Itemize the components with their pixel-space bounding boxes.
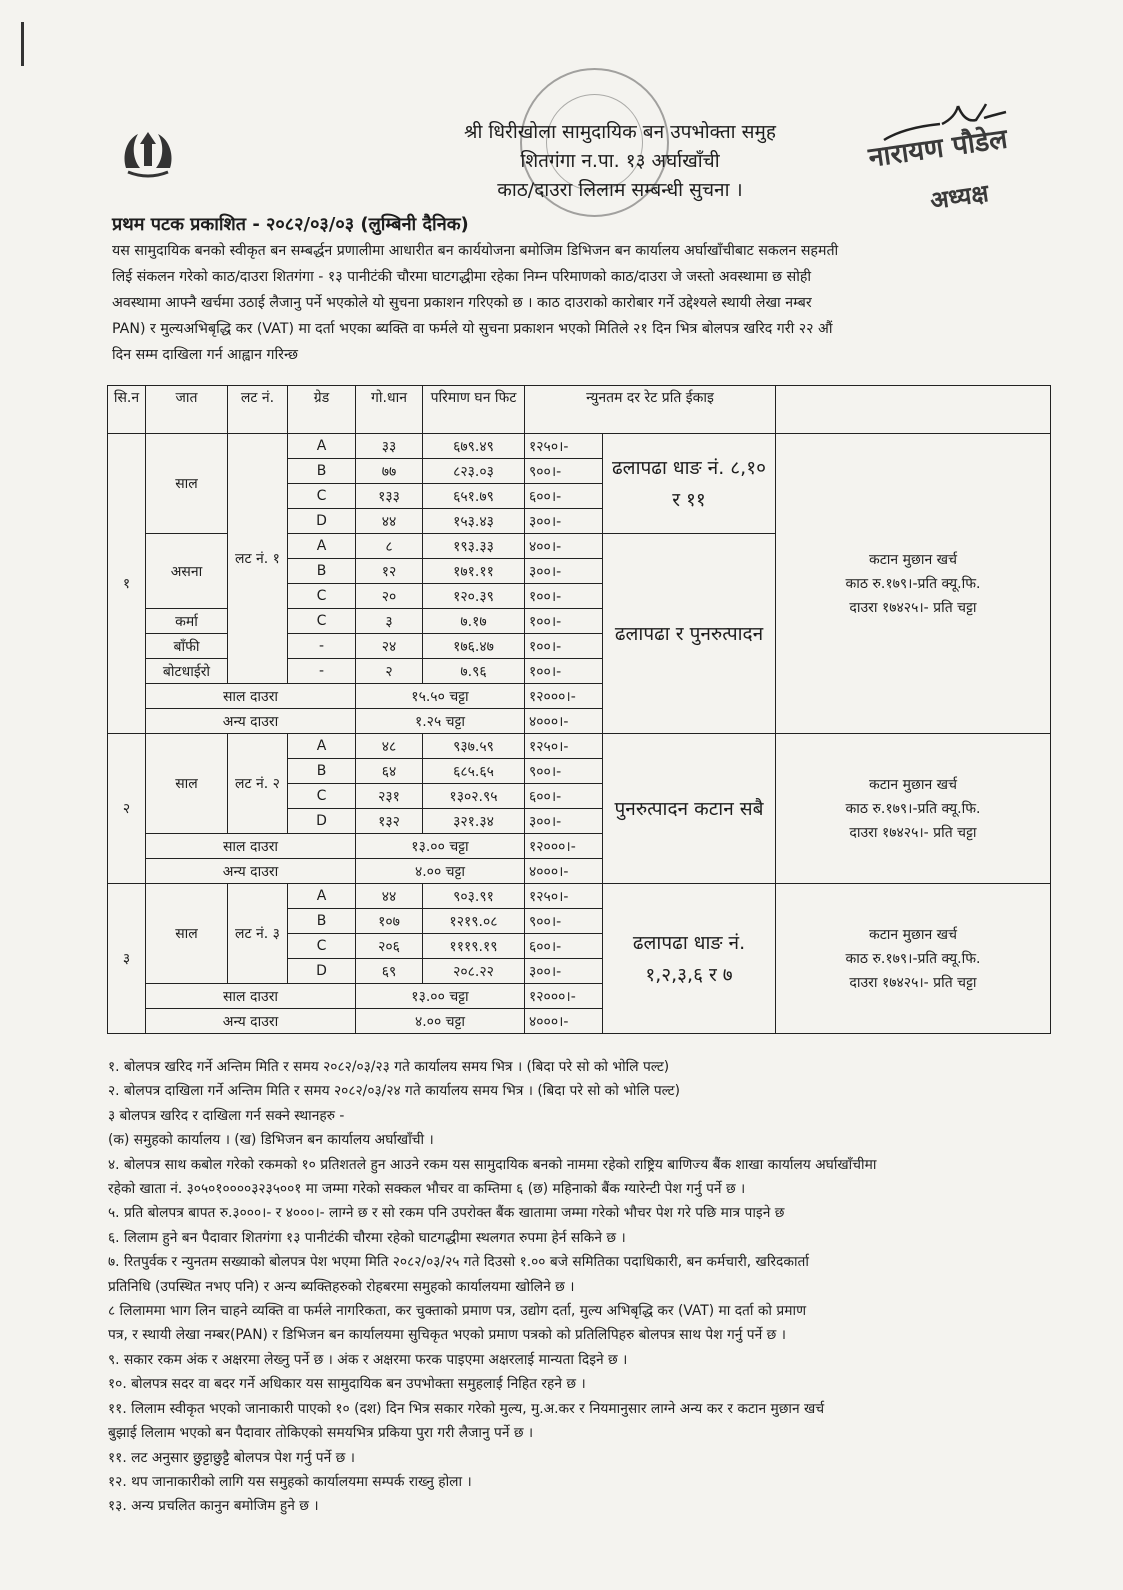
header-logs: गो.धान: [356, 386, 423, 434]
lot-cell: लट नं. २: [228, 734, 288, 834]
rate-cell: ९००।-: [525, 909, 603, 934]
firewood-label: अन्य दाउरा: [146, 709, 356, 734]
rate-cell: ३००।-: [525, 509, 603, 534]
intro-line: लिई संकलन गरेको काठ/दाउरा शितगंगा - १३ पानीटंकी चौरमा घाटगद्धीमा रहेका निम्न परिमाणको काठ/दाउरा जे जस्तो अवस्थामा छ सोही: [112, 269, 812, 285]
firewood-label: साल दाउरा: [146, 684, 356, 709]
sn-cell: २: [108, 734, 146, 884]
volume-cell: ६८५.६५: [423, 759, 525, 784]
volume-cell: ६५१.७९: [423, 484, 525, 509]
firewood-qty: ४.०० चट्टा: [356, 859, 525, 884]
list-item: (क) समुहको कार्यालय । (ख) डिभिजन बन कार्यालय अर्घाखाँची ।: [108, 1132, 434, 1149]
firewood-qty: १.२५ चट्टा: [356, 709, 525, 734]
species-cell: कर्मा: [146, 609, 228, 634]
volume-cell: १९३.३३: [423, 534, 525, 559]
location-cell: पुनरुत्पादन कटान सबै: [603, 734, 776, 884]
logs-cell: २४: [356, 634, 423, 659]
auction-table: [107, 385, 1051, 1034]
lot-cell: लट नं. १: [228, 434, 288, 684]
intro-line: PAN) र मुल्यअभिबृद्धि कर (VAT) मा दर्ता भएका ब्यक्ति वा फर्मले यो सुचना प्रकाशन भएको मितिले २१ दिन भित्र बोलपत्र खरिद गरी २२ औं: [112, 321, 833, 337]
notice-header: [360, 118, 880, 205]
cutting-cost-wood: काठ रु.१७९।-प्रति क्यू.फि.: [845, 800, 981, 817]
logs-cell: ६९: [356, 959, 423, 984]
location-cell: ढलापढा धाङ नं. ८,१० र ११: [603, 434, 776, 534]
logs-cell: ८: [356, 534, 423, 559]
rate-cell: १००।-: [525, 584, 603, 609]
volume-cell: १७१.११: [423, 559, 525, 584]
header-grade: ग्रेड: [288, 386, 356, 434]
grade-cell: B: [288, 459, 356, 484]
list-item: पत्र, र स्थायी लेखा नम्बर(PAN) र डिभिजन बन कार्यालयमा सुचिकृत भएको प्रमाण पत्रको को प्रतिलिपिहरु बोलपत्र साथ पेश गर्नु पर्ने छ ।: [108, 1327, 786, 1344]
firewood-label: अन्य दाउरा: [146, 1009, 356, 1034]
volume-cell: १११९.१९: [423, 934, 525, 959]
grade-cell: A: [288, 734, 356, 759]
rate-cell: १२५०।-: [525, 734, 603, 759]
list-item: ८ लिलाममा भाग लिन चाहने व्यक्ति वा फर्मले नागरिकता, कर चुक्ताको प्रमाण पत्र, उद्योग दर्ता, मुल्य अभिबृद्धि कर (VAT) मा दर्ता को प्रमाण: [108, 1303, 807, 1320]
list-item: १. बोलपत्र खरिद गर्ने अन्तिम मिति र समय २०८२/०३/२३ गते कार्यालय समय भित्र । (बिदा परे सो को भोलि पल्ट): [108, 1059, 670, 1075]
intro-line: दिन सम्म दाखिला गर्न आह्वान गरिन्छ: [112, 347, 298, 363]
logs-cell: ६४: [356, 759, 423, 784]
cutting-cost-cell: [776, 434, 1051, 734]
header-remarks: [776, 386, 1051, 434]
cutting-cost-firewood: दाउरा १७४२५।- प्रति चट्टा: [849, 824, 977, 841]
grade-cell: A: [288, 884, 356, 909]
firewood-qty: १३.०० चट्टा: [356, 834, 525, 859]
rate-cell: ६००।-: [525, 934, 603, 959]
logs-cell: ४४: [356, 884, 423, 909]
chairperson-stamp-title: अध्यक्ष: [928, 178, 991, 215]
rate-cell: ९००।-: [525, 759, 603, 784]
header-rate: न्युनतम दर रेट प्रति ईकाइ: [525, 386, 776, 434]
table-row: [108, 734, 1051, 759]
rate-cell: १२५०।-: [525, 884, 603, 909]
publication-line: प्रथम पटक प्रकाशित - २०८२/०३/०३ (लुम्बिनी दैनिक): [112, 214, 469, 235]
firewood-rate: ४०००।-: [525, 1009, 603, 1034]
list-item: ५. प्रति बोलपत्र बापत रु.३०००।- र ४०००।- लाग्ने छ र सो रकम पनि उपरोक्त बैंक खातामा जम्मा गरेको भौचर पेश गरे पछि मात्र पाइने छ: [108, 1205, 785, 1222]
rate-cell: १२५०।-: [525, 434, 603, 459]
list-item: ३ बोलपत्र खरिद र दाखिला गर्न सक्ने स्थानहरु -: [108, 1107, 345, 1124]
table-row: [108, 884, 1051, 909]
intro-paragraph: [112, 238, 1042, 368]
cutting-cost-firewood: दाउरा १७४२५।- प्रति चट्टा: [849, 599, 977, 616]
grade-cell: -: [288, 634, 356, 659]
logs-cell: २: [356, 659, 423, 684]
rate-cell: ४००।-: [525, 534, 603, 559]
intro-line: यस सामुदायिक बनको स्वीकृत बन सम्बर्द्धन प्रणालीमा आधारीत बन कार्ययोजना बमोजिम डिभिजन बन कार्यालय अर्घाखाँचीबाट सकलन सहमती: [112, 243, 839, 259]
cutting-cost-title: कटान मुछान खर्च: [868, 776, 958, 793]
logs-cell: १२: [356, 559, 423, 584]
list-item: रहेको खाता नं. ३०५०१००००३२३५००१ मा जम्मा गरेको सक्कल भौचर वा कम्तिमा ६ (छ) महिनाको बैंक ग्यारेन्टी पेश गर्नु पर्ने छ ।: [108, 1181, 746, 1198]
grade-cell: -: [288, 659, 356, 684]
species-cell: साल: [146, 434, 228, 534]
grade-cell: C: [288, 484, 356, 509]
sn-cell: १: [108, 434, 146, 734]
cutting-cost-title: कटान मुछान खर्च: [868, 926, 958, 943]
group-name: श्री धिरीखोला सामुदायिक बन उपभोक्ता समुह: [464, 121, 776, 143]
rate-cell: ३००।-: [525, 559, 603, 584]
logs-cell: ७७: [356, 459, 423, 484]
rate-cell: १००।-: [525, 609, 603, 634]
volume-cell: ७.९६: [423, 659, 525, 684]
terms-list: [108, 1055, 1048, 1519]
species-cell: साल: [146, 734, 228, 834]
list-item: प्रतिनिधि (उपस्थित नभए पनि) र अन्य ब्यक्तिहरुको रोहबरमा समुहको कार्यालयमा खोलिने छ ।: [108, 1278, 575, 1295]
margin-mark: [21, 22, 24, 66]
group-address: शितगंगा न.पा. १३ अर्घाखाँची: [520, 150, 720, 172]
volume-cell: ७.१७: [423, 609, 525, 634]
list-item: ६. लिलाम हुने बन पैदावार शितगंगा १३ पानीटंकी चौरमा रहेको घाटगद्धीमा स्थलगत रुपमा हेर्न सकिने छ ।: [108, 1229, 626, 1246]
volume-cell: १३०२.९५: [423, 784, 525, 809]
firewood-label: अन्य दाउरा: [146, 859, 356, 884]
firewood-rate: १२०००।-: [525, 834, 603, 859]
firewood-rate: १२०००।-: [525, 684, 603, 709]
volume-cell: ६७९.४९: [423, 434, 525, 459]
grade-cell: A: [288, 434, 356, 459]
volume-cell: १५३.४३: [423, 509, 525, 534]
firewood-label: साल दाउरा: [146, 834, 356, 859]
logs-cell: १०७: [356, 909, 423, 934]
cutting-cost-wood: काठ रु.१७९।-प्रति क्यू.फि.: [845, 575, 981, 592]
firewood-label: साल दाउरा: [146, 984, 356, 1009]
volume-cell: १७६.४७: [423, 634, 525, 659]
location-cell: ढलापढा र पुनरुत्पादन: [603, 534, 776, 734]
logs-cell: ३३: [356, 434, 423, 459]
table-header-row: [108, 386, 1051, 434]
volume-cell: १२१९.०८: [423, 909, 525, 934]
species-cell: असना: [146, 534, 228, 609]
rate-cell: १००।-: [525, 659, 603, 684]
list-item: ९. सकार रकम अंक र अक्षरमा लेख्नु पर्ने छ । अंक र अक्षरमा फरक पाइएमा अक्षरलाई मान्यता दिइने छ ।: [108, 1351, 628, 1368]
header-volume: परिमाण घन फिट: [423, 386, 525, 434]
firewood-qty: १३.०० चट्टा: [356, 984, 525, 1009]
location-cell: ढलापढा धाङ नं. १,२,३,६ र ७: [603, 884, 776, 1034]
sn-cell: ३: [108, 884, 146, 1034]
table-row: [108, 434, 1051, 459]
cutting-cost-cell: [776, 734, 1051, 884]
rate-cell: १००।-: [525, 634, 603, 659]
logs-cell: १३२: [356, 809, 423, 834]
cutting-cost-title: कटान मुछान खर्च: [868, 551, 958, 568]
logs-cell: ४८: [356, 734, 423, 759]
volume-cell: १२०.३९: [423, 584, 525, 609]
logs-cell: २०६: [356, 934, 423, 959]
grade-cell: C: [288, 584, 356, 609]
list-item: ११. लिलाम स्वीकृत भएको जानाकारी पाएको १० (दश) दिन भित्र सकार गरेको मुल्य, मु.अ.कर र नियमानुसार लाग्ने अन्य कर र कटान मुछान खर्च: [108, 1400, 825, 1417]
list-item: १३. अन्य प्रचलित कानुन बमोजिम हुने छ ।: [108, 1498, 319, 1515]
species-cell: बोटधाईरो: [146, 659, 228, 684]
header-species: जात: [146, 386, 228, 434]
firewood-rate: ४०००।-: [525, 709, 603, 734]
grade-cell: B: [288, 909, 356, 934]
list-item: १२. थप जानाकारीको लागि यस समुहको कार्यालयमा सम्पर्क राख्नु होला ।: [108, 1473, 472, 1490]
chairperson-stamp-name: नारायण पौडेल: [866, 123, 1010, 174]
list-item: २. बोलपत्र दाखिला गर्ने अन्तिम मिति र समय २०८२/०३/२४ गते कार्यालय समय भित्र । (बिदा परे सो को भोलि पल्ट): [108, 1083, 681, 1100]
grade-cell: C: [288, 784, 356, 809]
list-item: १०. बोलपत्र सदर वा बदर गर्ने अधिकार यस सामुदायिक बन उपभोक्ता समुहलाई निहित रहने छ ।: [108, 1376, 586, 1393]
community-forest-logo-icon: [118, 128, 178, 180]
logs-cell: ४४: [356, 509, 423, 534]
grade-cell: A: [288, 534, 356, 559]
list-item: ७. रितपुर्वक र न्युनतम सख्याको बोलपत्र पेश भएमा मिति २०८२/०३/२५ गते दिउसो १.०० बजे समितिका पदाधिकारी, बन कर्मचारी, खरिदकार्ता: [108, 1254, 809, 1271]
rate-cell: ३००।-: [525, 959, 603, 984]
volume-cell: २०८.२२: [423, 959, 525, 984]
volume-cell: ३२१.३४: [423, 809, 525, 834]
cutting-cost-firewood: दाउरा १७४२५।- प्रति चट्टा: [849, 974, 977, 991]
list-item: बुझाई लिलाम भएको बन पैदावार तोकिएको समयभित्र प्रकिया पुरा गरी लैजानु पर्ने छ ।: [108, 1425, 534, 1442]
grade-cell: B: [288, 759, 356, 784]
grade-cell: D: [288, 509, 356, 534]
species-cell: बाँफी: [146, 634, 228, 659]
header-lot: लट नं.: [228, 386, 288, 434]
logs-cell: २३१: [356, 784, 423, 809]
rate-cell: ९००।-: [525, 459, 603, 484]
logs-cell: ३: [356, 609, 423, 634]
intro-line: अवस्थामा आफ्नै खर्चमा उठाई लैजानु पर्ने भएकोले यो सुचना प्रकाशन गरिएको छ । काठ दाउराको कारोबार गर्ने उद्देश्यले स्थायी लेखा नम्बर: [112, 295, 812, 311]
logs-cell: २०: [356, 584, 423, 609]
volume-cell: ८२३.०३: [423, 459, 525, 484]
cutting-cost-wood: काठ रु.१७९।-प्रति क्यू.फि.: [845, 950, 981, 967]
lot-cell: लट नं. ३: [228, 884, 288, 984]
rate-cell: ६००।-: [525, 784, 603, 809]
cutting-cost-cell: [776, 884, 1051, 1034]
logs-cell: १३३: [356, 484, 423, 509]
list-item: ११. लट अनुसार छुट्टाछुट्टै बोलपत्र पेश गर्नु पर्ने छ ।: [108, 1449, 355, 1466]
volume-cell: ९३७.५९: [423, 734, 525, 759]
notice-title: काठ/दाउरा लिलाम सम्बन्धी सुचना ।: [497, 179, 743, 201]
grade-cell: D: [288, 959, 356, 984]
rate-cell: ६००।-: [525, 484, 603, 509]
grade-cell: C: [288, 609, 356, 634]
grade-cell: D: [288, 809, 356, 834]
header-sn: सि.न: [108, 386, 146, 434]
firewood-qty: ४.०० चट्टा: [356, 1009, 525, 1034]
species-cell: साल: [146, 884, 228, 984]
grade-cell: B: [288, 559, 356, 584]
firewood-qty: १५.५० चट्टा: [356, 684, 525, 709]
list-item: ४. बोलपत्र साथ कबोल गरेको रकमको १० प्रतिशतले हुन आउने रकम यस सामुदायिक बनको नाममा रहेको राष्ट्रिय बाणिज्य बैंक शाखा कार्यालय अर्घाखाँचीमा: [108, 1156, 877, 1173]
firewood-rate: १२०००।-: [525, 984, 603, 1009]
volume-cell: ९०३.९१: [423, 884, 525, 909]
rate-cell: ३००।-: [525, 809, 603, 834]
firewood-rate: ४०००।-: [525, 859, 603, 884]
grade-cell: C: [288, 934, 356, 959]
